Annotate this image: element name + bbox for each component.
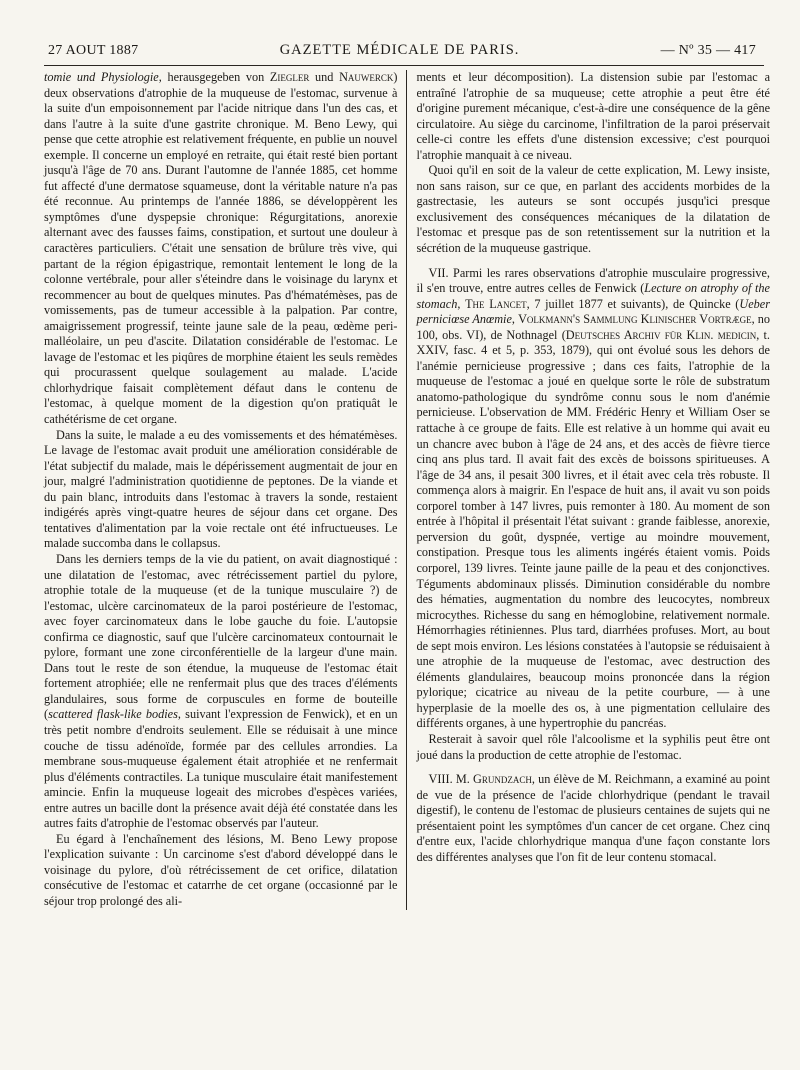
text-run: Ueber perniciœse Anœmie — [416, 296, 771, 327]
text-run: Grundzach — [473, 772, 532, 787]
text-run: , t. XXIV, fasc. 4 et 5, p. 353, 1879), qui ont évolué sous les dehors de l'anémie pernicieuse progressive ; dans ces faits, l'atrophie de la muqueuse de l'estomac a joué en quelque sorte le rôle de substratum anatomo-pathologique du syndrôme connu sous le nom d'anémie pernicieuse. L'observation de MM. Frédéric Henry et William Oser se rattache à ce groupe de faits. Elle est relative à un homme qui avait eu un chancre avec bubon à l'âge de 24 ans, et des accès de fièvre tierce cinq ans plus tard. Il avait fait des excès de boissons spiritueuses. A l'âge de 34 ans, il pesait 300 livres, et il était avec cela très robuste. Il commença alors à maigrir. En l'espace de huit ans, il avait vu son poids corporel tomber à 147 livres, puis remonter à 180. Au moment de son entrée à l'hôpital il présentait l'état suivant : grande faiblesse, anorexie, perversion du goût, dyspnée, vertige au moindre mouvement, constipation. Presque tous les aliments ingérés étaient vomis. Poids corporel, 139 livres. Teinte jaune paille de la peau et des conjonctives. Téguments abdominaux plissés. Diminution considérable du nombre des hématies, augmentation du nombre des leucocytes, nombreux microcythes. Richesse du sang en hémoglobine, relativement normale. Hémorrhagies rétiniennes. Plus tard, diarrhées profuses. Mort, au bout de sept mois environ. Les lésions constatées à l'autopsie se réduisaient à une atrophie de la muqueuse de l'estomac, avec destruction des éléments glandulaires, beaucoup moins prononcée dans la région pylorique; cicatrice au niveau de la petite courbure, — à une hyperplasie de la moelle des os, à une pigmentation cellulaire des différents organes, à une hypertrophie du pancréas. — [416, 327, 770, 731]
text-run: VIII. M. — [428, 772, 474, 787]
text-run: und — [309, 70, 340, 84]
text-run: ) deux observations d'atrophie de la muqueuse de l'estomac, survenue à la suite d'un empoisonnement par l'acide nitrique dans l'un des cas, et dans l'autre à la suite d'une gastrite chronique. M. Beno Lewy, qui pense que cette atrophie est relativement fréquente, en publie un nouvel exemple. Il concerne un employé en retraite, qui était resté bien portant jusqu'à l'âge de 70 ans. Durant l'automne de l'année 1885, cet homme fut affecté d'une dermatose squameuse, dont la véritable nature n'a pas été reconnue. Au printemps de l'année 1886, se développèrent les symptômes d'une dyspepsie chronique: Régurgitations, anorexie alternant avec des fausses faims, constipation, et surtout une douleur à caractères particuliers. C'était une sensation de brûlure très vive, qui partant de la région épigastrique, remontait lentement le long de la colonne vertébrale, pour aller s'éteindre dans le voisinage du larynx et recommencer au bout de quelques minutes. Pas d'hématémèses, pas de vomissements, pas de tumeur accessible à la palpation. Par contre, amaigrissement progressif, teinte jaune sale de la peau, œdème peri-malléolaire, un peu d'ascite. Dilatation considérable de l'estomac. Le lavage de l'estomac et les piqûres de morphine étaient les seuls remèdes qui procurassent quelque soulagement au malade. L'acide chlorhydrique faisait complètement défaut dans le contenu de l'estomac, à quelque moment de la digestion qu'on pratiquât le cathétérisme de cet organe. — [44, 70, 398, 427]
text-run: Quoi qu'il en soit de la valeur de cette explication, M. Lewy insiste, non sans raison, sur ce que, en parlant des accidents morbides de la gastrectasie, les auteurs se sont occupés jusqu'ici presque exclusivement des conséquences mécaniques de la dilatation de l'estomac et presque pas de son retentissement sur la nutrition et la sécrétion de la muqueuse gastrique. — [416, 163, 770, 256]
paragraph — [44, 552, 398, 832]
paragraph — [417, 732, 771, 763]
paragraph — [44, 428, 398, 552]
text-run: , no 100, obs. VI), de Nothnagel ( — [416, 312, 771, 342]
paragraph — [417, 163, 771, 256]
text-run: The Lancet — [465, 296, 527, 311]
paragraph — [44, 70, 398, 428]
paragraph — [44, 832, 398, 910]
paragraph — [417, 70, 771, 163]
text-run: , un élève de M. Reichmann, a examiné au point de vue de la présence de l'acide chlorhydrique (pendant le travail digestif), le contenu de l'estomac de plusieurs centaines de sujets qui ne présentaient point les symptômes d'un cancer de cet organe. Chez cinq d'entre eux, l'acide chlorhydrique manqua d'une façon constante lors des différentes analyses que l'on fit de leur contenu stomacal. — [416, 772, 770, 864]
text-run: Ziegler — [269, 70, 310, 84]
text-run: , 7 juillet 1877 et suivants), de Quincke ( — [526, 296, 740, 311]
header-rule — [44, 65, 764, 66]
text-run: Eu égard à l'enchaînement des lésions, M. Beno Lewy propose l'explication suivante : Un carcinome s'est d'abord développé dans le voisinage du pylore, d'où rétrécissement de cet orifice, dilatation consécutive de l'estomac et catarrhe de cet organe (occasionné par le séjour trop prolongé des ali- — [44, 831, 398, 908]
text-run: , — [457, 296, 466, 311]
text-run: tomie und Physiologie — [44, 70, 159, 84]
text-run: , herausgegeben von — [158, 70, 270, 84]
text-run: Volkmann's Sammlung Klinischer Vortræge — [518, 312, 752, 327]
right-column — [407, 70, 771, 910]
text-run: , — [511, 312, 519, 327]
text-run: Dans les derniers temps de la vie du patient, on avait diagnostiqué : une dilatation de l'estomac, avec rétrécissement partiel du pylore, atrophie totale de la muqueuse (et de la tunique musculaire ?) de l'estomac, ulcère carcinomateux de la paroi postérieure de l'estomac, avec foyer carcinomateux dans le lobe gauche du foie. L'autopsie confirma ce diagnostic, sauf que l'ulcère carcinomateux contournait le pylore, formant une zone circonférentielle de la largeur d'une main. Dans tout le reste de son étendue, la muqueuse de l'estomac était fortement atrophiée; elle ne renfermait plus que des traces d'éléments glandulaires, sous forme de corpuscules en forme de bouteille ( — [44, 551, 398, 722]
paragraph — [417, 772, 771, 865]
header-date: 27 AOUT 1887 — [48, 43, 139, 58]
text-run: ments et leur décomposition). La distension subie par l'estomac a entraîné l'atrophie de sa muqueuse; cette atrophie a peut être été d'origine purement mécanique, c'est-à-dire une conséquence de la gêne circulatoire. Au siège du carcinome, l'infiltration de la paroi préservait celle-ci contre les effets d'une distension excessive; c'est pourquoi l'atrophie manquait à ce niveau. — [416, 70, 770, 162]
paragraph — [417, 266, 771, 732]
page-header — [48, 42, 756, 59]
issue-page-number: — Nº 35 — 417 — [660, 43, 756, 58]
article-columns — [44, 70, 770, 910]
text-run: Resterait à savoir quel rôle l'alcoolisme et la syphilis peut être ont joué dans la production de cette atrophie de l'estomac. — [416, 731, 770, 762]
text-run: Lecture on atrophy of the stomach — [416, 281, 770, 311]
publication-title: GAZETTE MÉDICALE DE PARIS. — [279, 42, 520, 58]
text-run: Dans la suite, le malade a eu des vomissements et des hématémèses. Le lavage de l'estomac avait produit une amélioration considérable de l'état subjectif du malade, mais le dépérissement augmentait de jour en jour, malgré l'administration quotidienne de peptones. De la viande et du pain blanc, introduits dans l'estomac à travers la sonde, restaient indigérés après vingt-quatre heures de séjour dans cet organe. Des tentatives d'alimentation par la voie rectale ont été infructueuses. Le malade succomba dans le collapsus. — [44, 427, 398, 551]
left-column — [44, 70, 406, 910]
text-run: Deutsches Archiv für Klin. medicin — [565, 327, 757, 342]
text-run: Nauwerck — [339, 70, 394, 84]
text-run: , suivant l'expression de Fenwick), et en un très petit nombre d'endroits seulement. Elle se réduisait à une mince couche de tissu adénoïde, formée par des cellules arrondies. La membrane sous-muqueuse également était atrophiée et ne renfermait plus d'éléments contractiles. La tunique musculaire était manifestement amincie. Enfin la muqueuse logeait des microbes d'espèces variées, entre autres un bacille dont la présence avait déjà été constatée dans les autres faits d'atrophie de l'estomac observés par l'auteur. — [44, 707, 398, 831]
text-run: scattered flask-like bodies — [48, 707, 178, 722]
text-run: VII. Parmi les rares observations d'atrophie musculaire progressive, il s'en trouve, entre autres celles de Fenwick ( — [416, 265, 770, 296]
